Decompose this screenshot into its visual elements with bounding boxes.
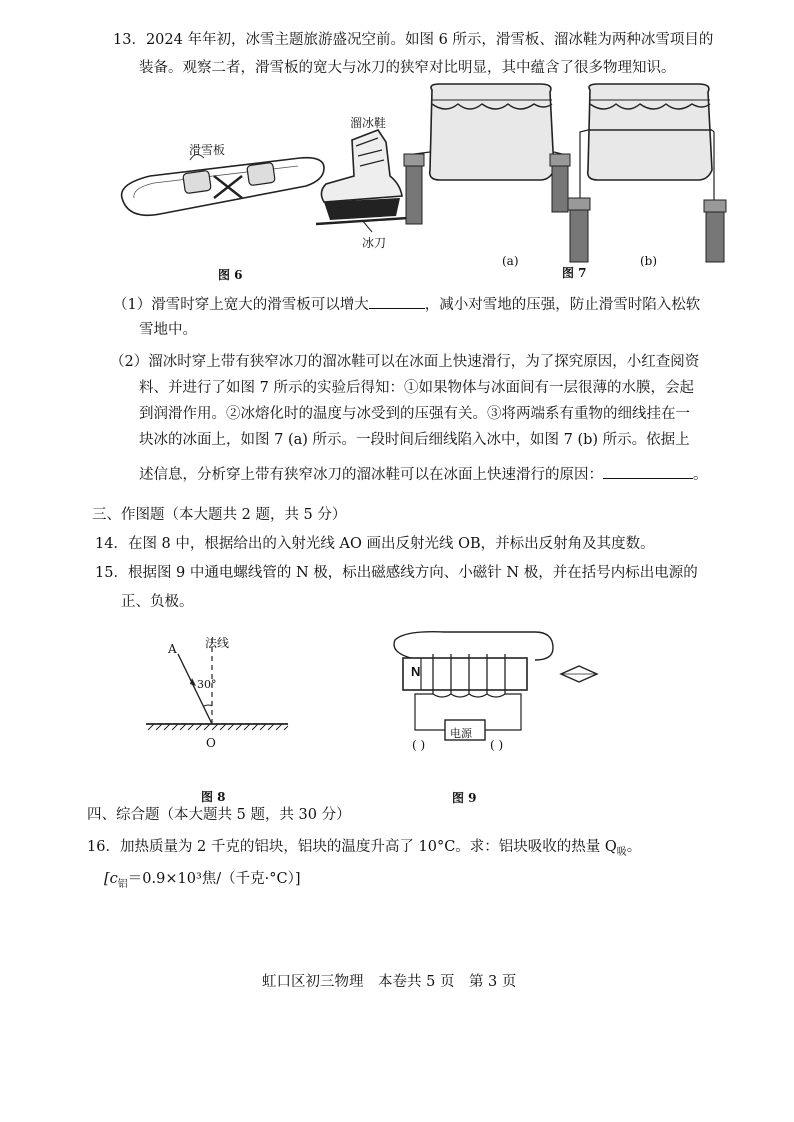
- q16-sub-absorb: 吸: [616, 846, 627, 858]
- label-skate: 溜冰鞋: [350, 116, 387, 130]
- q16-line1-text: 16．加热质量为 2 千克的铝块，铝块的温度升高了 10°C。求：铝块吸收的热量 Q: [87, 839, 617, 855]
- q13-line2: 装备。观察二者，滑雪板的宽大与冰刀的狭窄对比明显，其中蕴含了很多物理知识。: [139, 60, 676, 76]
- section-4-title: 四、综合题（本大题共 5 题，共 30 分）: [87, 807, 351, 823]
- answer-blank-2[interactable]: [603, 464, 693, 479]
- q13-sub1-line1: [113, 294, 700, 315]
- q13-sub2-line2: 料、并进行了如图 7 所示的实验后得知：①如果物体与冰面间有一层很薄的水膜，会起: [139, 380, 694, 396]
- fig7-label-a: (a): [502, 254, 519, 268]
- fig9-label-N: N: [411, 664, 421, 679]
- fig8-label-normal: 法线: [205, 636, 230, 650]
- fig9-paren-right[interactable]: ( ): [490, 738, 504, 752]
- q13-sub2-line1: （2）溜冰时穿上带有狭窄冰刀的溜冰鞋可以在冰面上快速滑行，为了探究原因，小红查阅资: [110, 354, 700, 370]
- q16-formula-c: [c: [104, 871, 118, 887]
- wire-right: [485, 694, 521, 730]
- fig9-paren-left[interactable]: ( ): [412, 738, 426, 752]
- page-footer: 虹口区初三物理 本卷共 5 页 第 3 页: [262, 974, 517, 990]
- fig8-label-angle: 30°: [197, 678, 217, 691]
- q14-text: 14．在图 8 中，根据给出的入射光线 AO 画出反射光线 OB，并标出反射角及其度数。: [95, 536, 655, 552]
- q16-formula: [104, 869, 301, 895]
- q13-sub2-line3: 到润滑作用。②冰熔化时的温度与冰受到的压强有关。③将两端系有重物的细线挂在一: [139, 406, 690, 422]
- q16-formula-rest: ＝0.9×10³焦/（千克·°C）]: [127, 871, 301, 887]
- ice-block-b: [568, 84, 726, 262]
- solenoid-core: [403, 658, 527, 690]
- q16-line1-end: 。: [626, 839, 642, 855]
- q15-line1: 15．根据图 9 中通电螺线管的 N 极，标出磁感线方向、小磁针 N 极，并在括号内标出电源的: [95, 565, 698, 581]
- q13-sub1-post: ，减小对雪地的压强，防止滑雪时陷入松软: [424, 297, 701, 313]
- fig8-label-O: O: [206, 736, 216, 750]
- q13-line1: 13．2024 年年初，冰雪主题旅游盛况空前。如图 6 所示，滑雪板、溜冰鞋为两种冰雪项目的: [113, 32, 714, 48]
- q15-line2: 正、负极。: [121, 594, 194, 610]
- fig7-caption: 图 7: [562, 266, 587, 280]
- q13-sub2-line5: [139, 464, 708, 485]
- q13-sub2-line5-pre: 述信息，分析穿上带有狭窄冰刀的溜冰鞋可以在冰面上快速滑行的原因：: [139, 467, 603, 483]
- ice-block-a: [404, 84, 570, 224]
- fig6-caption: 图 6: [218, 268, 243, 282]
- ice-skate-illustration: [316, 130, 408, 232]
- magnetic-field-line: [394, 632, 553, 660]
- section-3-title: 三、作图题（本大题共 2 题，共 5 分）: [92, 507, 347, 523]
- fig8-caption: 图 8: [201, 790, 226, 804]
- figure-6-7: [110, 80, 730, 280]
- q16-formula-sub: 铝: [117, 878, 128, 890]
- answer-blank-1[interactable]: [369, 294, 425, 309]
- q16-line1: [87, 837, 641, 863]
- fig8-label-A: A: [168, 642, 177, 656]
- wire-left: [415, 694, 445, 730]
- fig9-label-source: 电源: [450, 727, 472, 740]
- q13-sub1-line2: 雪地中。: [139, 322, 197, 338]
- q13-sub2-line5-post: 。: [693, 467, 708, 483]
- label-blade: 冰刀: [362, 236, 387, 250]
- q13-sub1-pre: （1）滑雪时穿上宽大的滑雪板可以增大: [113, 297, 369, 313]
- fig7-label-b: (b): [640, 254, 658, 268]
- label-snowboard: 滑雪板: [189, 143, 226, 157]
- snowboard-illustration: [122, 154, 324, 215]
- q13-sub2-line4: 块冰的冰面上，如图 7 (a) 所示。一段时间后细线陷入冰中，如图 7 (b) 所示。依据上: [139, 432, 690, 448]
- fig9-caption: 图 9: [452, 791, 477, 805]
